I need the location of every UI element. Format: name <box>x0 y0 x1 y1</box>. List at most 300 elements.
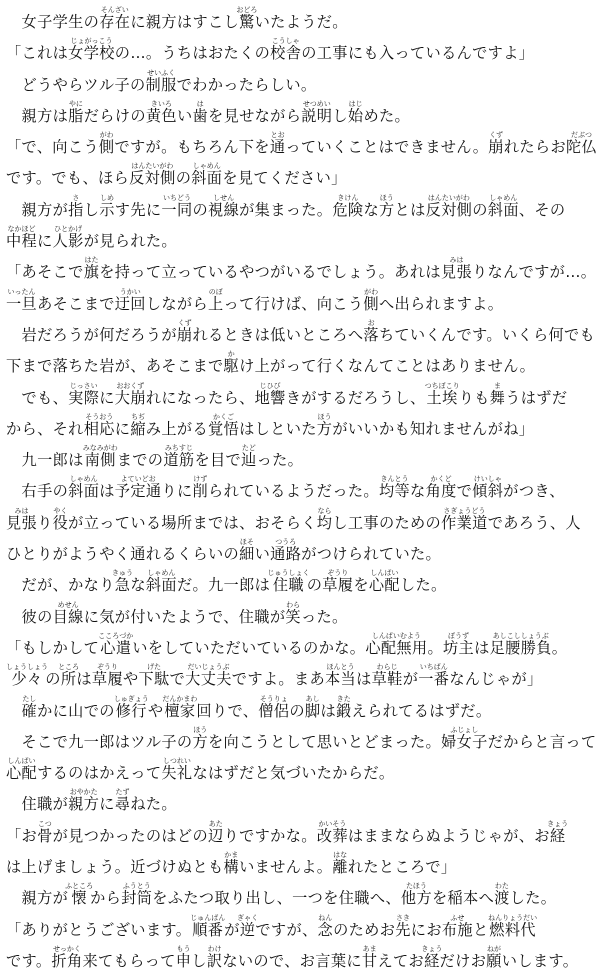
furigana-base-text: 僧侶 <box>258 701 290 720</box>
text-segment: はしといた <box>239 419 317 438</box>
furigana-reading: つちぼこり <box>424 381 460 390</box>
furigana-reading: こつ <box>37 819 53 828</box>
text-segment: までの <box>116 451 164 470</box>
furigana-word <box>83 256 100 282</box>
furigana-base-text: 縮 <box>130 419 146 438</box>
text-segment: を向こうとして思いとどまった。 <box>208 732 442 751</box>
furigana-base-text: 辺 <box>208 826 224 845</box>
furigana-reading: ところ <box>58 663 80 672</box>
text-segment: 。 <box>427 638 444 657</box>
text-segment: られているようだった。 <box>208 482 379 501</box>
furigana-reading: しめ <box>99 193 115 202</box>
furigana-word <box>418 663 450 689</box>
text-segment: の…。うちはおたくの <box>114 44 271 63</box>
furigana-word <box>421 944 443 970</box>
text-segment: きがするだろうし、 <box>285 388 426 407</box>
furigana-reading: いちどう <box>161 193 193 202</box>
text-segment: めた。 <box>363 106 411 125</box>
text-segment: は <box>76 670 92 689</box>
furigana-base-text: 崩 <box>488 138 504 157</box>
furigana-reading: しんぱいむよう <box>365 631 428 640</box>
furigana-word <box>6 757 38 783</box>
text-segment: の工事にも入っているんですよ」 <box>301 44 535 63</box>
furigana-reading: しゅぎょう <box>113 694 149 703</box>
furigana-reading: じっさい <box>68 381 100 390</box>
text-segment: 「で、向こう <box>6 138 99 157</box>
furigana-reading: せつめい <box>301 99 333 108</box>
furigana-base-text: 見張 <box>440 263 472 282</box>
furigana-word <box>223 350 240 376</box>
text-segment: れたところで」 <box>347 858 457 877</box>
text-segment: した。 <box>509 889 557 908</box>
furigana-base-text: 危険 <box>332 200 364 219</box>
furigana-word <box>130 412 146 438</box>
furigana-reading: じひび <box>254 381 286 390</box>
text-segment: がいいかも知れませんがね」 <box>332 419 535 438</box>
text-segment: な <box>410 482 426 501</box>
text-segment: するのはかえって <box>37 764 162 783</box>
furigana-base-text: 斜面 <box>191 169 223 188</box>
furigana-base-text: 道筋 <box>163 451 195 470</box>
furigana-word <box>441 913 473 939</box>
text-line <box>6 538 603 569</box>
text-segment: あそこまで <box>37 294 115 313</box>
furigana-base-text: 脚 <box>304 701 321 720</box>
text-segment: とは <box>394 200 426 219</box>
text-segment: いませんよ。 <box>239 858 333 877</box>
furigana-word <box>91 663 123 689</box>
furigana-base-text: 逆 <box>237 920 259 939</box>
text-segment: を見てください」 <box>222 169 347 188</box>
text-segment: に気が付いたようで、住職が <box>83 607 286 626</box>
furigana-reading: たず <box>114 788 131 797</box>
furigana-reading: こころづか <box>98 631 134 640</box>
furigana-word <box>441 725 488 751</box>
text-segment: み上がる <box>145 419 209 438</box>
furigana-base-text: 反対側 <box>129 169 176 188</box>
furigana-reading: よていどお <box>114 475 162 484</box>
text-segment: いします。 <box>501 951 579 970</box>
text-segment: です。でも、ほら <box>6 169 130 188</box>
text-segment: 回りで、 <box>196 701 259 720</box>
furigana-base-text: 側 <box>363 294 379 313</box>
furigana-base-text: 崩 <box>176 325 193 344</box>
text-segment: 右手の <box>6 482 69 501</box>
text-segment: いたようだ。 <box>254 13 348 31</box>
text-line <box>6 695 603 726</box>
furigana-reading: ぎゃく <box>237 913 259 922</box>
furigana-word <box>114 287 146 313</box>
furigana-word <box>395 913 411 939</box>
furigana-reading: せっかく <box>51 944 83 953</box>
text-segment: りですかな。 <box>223 826 317 845</box>
text-line <box>6 569 603 600</box>
text-segment: かに山での <box>37 701 115 720</box>
furigana-base-text: 相応 <box>83 419 115 438</box>
text-segment: なはずだと気づいたからだ。 <box>192 764 395 783</box>
text-segment: 「あそこで <box>6 263 84 282</box>
furigana-reading: ふじょし <box>441 725 488 734</box>
furigana-reading: わた <box>494 882 510 891</box>
furigana-word <box>316 506 333 532</box>
furigana-reading: はんたいがわ <box>425 193 473 202</box>
text-line <box>6 726 603 757</box>
furigana-word <box>325 663 357 689</box>
text-segment: 九一郎は <box>6 451 84 470</box>
text-segment: は <box>320 701 336 720</box>
text-segment: の <box>45 670 61 689</box>
furigana-word <box>223 851 240 877</box>
furigana-word <box>145 99 177 125</box>
furigana-reading: さき <box>395 913 411 922</box>
furigana-reading: たほう <box>400 882 432 891</box>
text-line <box>6 820 603 851</box>
text-segment: れになったら、 <box>145 388 255 407</box>
furigana-word <box>192 475 209 501</box>
furigana-base-text: 鍛 <box>336 701 352 720</box>
furigana-word <box>52 225 84 251</box>
furigana-reading: わけ <box>206 944 223 953</box>
text-segment: い <box>254 545 271 564</box>
text-segment: 下まで落ちた岩が、あそこまで <box>6 357 224 376</box>
text-segment: だけお <box>439 951 487 970</box>
text-line <box>6 131 603 162</box>
furigana-reading: ま <box>489 381 506 390</box>
furigana-base-text: 斜面 <box>68 482 100 501</box>
furigana-reading: あし <box>304 694 321 703</box>
furigana-reading: か <box>223 350 240 359</box>
text-segment: は <box>474 638 490 657</box>
text-line <box>6 6 603 37</box>
furigana-word <box>332 851 348 877</box>
text-segment: は <box>356 670 372 689</box>
text-line <box>6 69 603 100</box>
furigana-base-text: 斜面 <box>487 200 519 219</box>
furigana-reading: もう <box>175 944 192 953</box>
furigana-base-text: 驚 <box>236 13 258 31</box>
furigana-word <box>6 225 38 251</box>
furigana-reading: めせん <box>52 600 84 609</box>
furigana-word <box>129 162 176 188</box>
furigana-base-text: 懐 <box>65 889 94 908</box>
furigana-base-text: 心配 <box>6 764 38 783</box>
furigana-reading: ねん <box>317 913 334 922</box>
text-segment: だからと言って <box>487 732 597 751</box>
furigana-base-text: 笑 <box>285 607 301 626</box>
furigana-reading: お <box>363 318 379 327</box>
text-segment: えてお <box>377 951 425 970</box>
text-segment: を稲本へ <box>431 889 495 908</box>
text-segment: のためお <box>333 920 396 939</box>
furigana-base-text: 存在 <box>99 13 131 31</box>
furigana-reading: ふところ <box>65 882 94 891</box>
text-segment: す先に <box>114 200 162 219</box>
furigana-base-text: 本当 <box>325 670 357 689</box>
furigana-base-text: 念 <box>317 920 334 939</box>
furigana-base-text: 燃料代 <box>488 920 538 939</box>
text-line <box>6 256 603 287</box>
furigana-word <box>98 131 115 157</box>
furigana-base-text: 地響 <box>254 388 286 407</box>
furigana-word <box>285 600 301 626</box>
furigana-reading: かま <box>223 851 240 860</box>
text-segment: を見せながら <box>208 106 302 125</box>
furigana-base-text: 一旦 <box>6 294 38 313</box>
text-segment: ちていくんです。いくら何でも <box>378 325 596 344</box>
text-segment: ですが。もちろん下を <box>114 138 270 157</box>
text-segment: そこで九一郎はツル子の <box>6 732 193 751</box>
furigana-word <box>113 694 149 720</box>
furigana-reading: こうしゃ <box>270 37 302 46</box>
text-segment: 「お <box>6 826 38 845</box>
furigana-reading: ぞうり <box>322 569 354 578</box>
text-segment: の <box>289 701 305 720</box>
furigana-base-text: 檀家 <box>162 701 198 720</box>
furigana-reading: がわ <box>363 287 379 296</box>
furigana-word <box>270 37 302 63</box>
text-line <box>6 225 603 256</box>
furigana-reading: きょう <box>547 819 569 828</box>
text-segment: うはずだ <box>505 388 568 407</box>
furigana-reading: ねが <box>486 944 502 953</box>
furigana-word <box>267 569 310 595</box>
furigana-base-text: 側 <box>98 138 115 157</box>
text-line <box>6 162 603 193</box>
furigana-word <box>336 694 352 720</box>
furigana-word <box>163 444 195 470</box>
furigana-word <box>52 506 69 532</box>
furigana-base-text: 一番 <box>418 670 450 689</box>
furigana-base-text: 均等 <box>378 482 411 501</box>
furigana-word <box>322 569 354 595</box>
furigana-reading: そうおう <box>83 412 115 421</box>
text-segment: から、それ <box>6 419 84 438</box>
text-segment: や <box>122 670 139 689</box>
furigana-word <box>487 193 519 219</box>
text-segment: 住職が <box>6 795 69 814</box>
text-segment: っていくことはできません。 <box>285 138 489 157</box>
text-segment: を目で <box>194 451 242 470</box>
furigana-base-text: 他方 <box>400 889 432 908</box>
furigana-word <box>371 663 403 689</box>
furigana-reading: きた <box>336 694 352 703</box>
furigana-word <box>145 569 177 595</box>
furigana-word <box>161 757 193 783</box>
text-segment: 親方は <box>6 106 69 125</box>
furigana-reading: おやかた <box>68 788 100 797</box>
text-segment: 岩だろうが何だろうが <box>6 325 177 344</box>
furigana-reading: はんたいがわ <box>129 162 176 171</box>
text-segment: ですよ。まあ <box>231 670 326 689</box>
furigana-base-text: 経 <box>421 951 443 970</box>
furigana-reading: ほんとう <box>325 663 357 672</box>
furigana-base-text: 草履 <box>91 670 123 689</box>
furigana-reading: ふうとう <box>121 882 153 891</box>
text-segment: が <box>402 670 419 689</box>
furigana-reading: かくご <box>208 412 240 421</box>
text-segment: 親方が <box>6 200 69 219</box>
text-line <box>6 382 603 413</box>
furigana-reading: くず <box>488 131 504 140</box>
furigana-base-text: 落 <box>363 325 379 344</box>
text-line <box>6 100 603 131</box>
furigana-word <box>472 475 504 501</box>
furigana-word <box>51 944 83 970</box>
furigana-reading: そうりょ <box>258 694 290 703</box>
furigana-base-text: 住職 <box>267 576 310 595</box>
furigana-word <box>440 256 472 282</box>
furigana-base-text: 骨 <box>37 826 53 845</box>
furigana-base-text: 上 <box>208 294 224 313</box>
furigana-word <box>138 663 170 689</box>
furigana-reading: みは <box>440 256 472 265</box>
furigana-word <box>68 193 84 219</box>
furigana-reading: だいじょうぶ <box>185 663 232 672</box>
furigana-word <box>441 506 488 532</box>
furigana-reading: いちばん <box>418 663 450 672</box>
text-segment: ひとりがようやく通れるくらいの <box>6 545 240 564</box>
furigana-word <box>494 882 510 908</box>
furigana-base-text: 一同 <box>161 200 193 219</box>
furigana-word <box>317 913 334 939</box>
furigana-word <box>236 6 258 31</box>
furigana-base-text: 見張 <box>6 513 38 532</box>
furigana-base-text: 校舎 <box>270 44 302 63</box>
furigana-base-text: 草鞋 <box>371 670 403 689</box>
furigana-base-text: 駆 <box>223 357 240 376</box>
furigana-base-text: 辿 <box>241 451 257 470</box>
furigana-base-text: 尋 <box>114 795 131 814</box>
furigana-reading: さぎょうどう <box>441 506 488 515</box>
furigana-base-text: 覚悟 <box>208 419 240 438</box>
furigana-base-text: 下駄 <box>138 670 170 689</box>
furigana-word <box>68 475 100 501</box>
furigana-base-text: 訳 <box>206 951 223 970</box>
furigana-reading: しょうしょう <box>6 663 48 672</box>
furigana-word <box>488 131 504 157</box>
furigana-base-text: 大崩 <box>114 388 146 407</box>
furigana-base-text: 改葬 <box>316 826 348 845</box>
furigana-reading: じゅうしょく <box>267 569 310 578</box>
text-segment: 、その <box>518 200 566 219</box>
text-segment: 「これは <box>6 44 69 63</box>
text-segment: で <box>169 670 186 689</box>
furigana-word <box>368 569 400 595</box>
text-segment: なんじゃが」 <box>449 670 543 689</box>
text-segment: は <box>99 482 115 501</box>
furigana-word <box>175 944 192 970</box>
furigana-word <box>489 381 506 407</box>
furigana-word <box>99 193 115 219</box>
text-line <box>6 788 603 819</box>
furigana-reading: がわ <box>98 131 115 140</box>
furigana-base-text: 歯 <box>192 106 209 125</box>
text-segment: であろう、人 <box>487 513 581 532</box>
furigana-reading: たし <box>21 694 38 703</box>
furigana-reading: はた <box>83 256 100 265</box>
furigana-word <box>425 475 457 501</box>
furigana-base-text: 反対側 <box>425 200 473 219</box>
furigana-word <box>82 444 118 470</box>
furigana-base-text: 少々 <box>6 670 48 689</box>
furigana-word <box>347 99 364 125</box>
furigana-reading: じょがっこう <box>68 37 115 46</box>
furigana-reading: わら <box>285 600 301 609</box>
text-line <box>6 288 603 319</box>
text-segment: れたらお <box>503 138 566 157</box>
furigana-base-text: 南側 <box>82 451 118 470</box>
furigana-reading: あしこししょうぶ <box>489 631 552 640</box>
furigana-base-text: 通 <box>269 138 286 157</box>
furigana-base-text: 指 <box>68 200 84 219</box>
furigana-word <box>258 694 290 720</box>
furigana-word <box>190 913 226 939</box>
furigana-word <box>114 381 146 407</box>
furigana-word <box>98 631 134 657</box>
text-segment: に <box>37 232 53 251</box>
text-segment: ねた。 <box>130 795 177 814</box>
furigana-word <box>301 99 333 125</box>
furigana-base-text: 制服 <box>145 75 177 94</box>
text-segment: だらけの <box>83 106 146 125</box>
furigana-base-text: 土埃 <box>424 388 460 407</box>
text-segment: な <box>363 200 379 219</box>
furigana-base-text: 順番 <box>190 920 226 939</box>
furigana-reading: きゅう <box>112 569 134 578</box>
furigana-word <box>6 287 38 313</box>
text-segment: りなんですが…。 <box>472 263 597 282</box>
text-segment: りに <box>161 482 193 501</box>
furigana-word <box>206 944 223 970</box>
furigana-base-text: 角度 <box>425 482 457 501</box>
furigana-base-text: 役 <box>52 513 69 532</box>
furigana-reading: おどろ <box>236 6 258 14</box>
furigana-reading: しせん <box>208 193 240 202</box>
text-segment: に親方はすこし <box>130 13 240 31</box>
furigana-word <box>208 193 240 219</box>
furigana-reading: しゃめん <box>191 162 223 171</box>
text-segment: が集まった。 <box>239 200 333 219</box>
furigana-reading: ひとかげ <box>52 225 84 234</box>
text-line <box>6 851 603 882</box>
furigana-reading: は <box>192 99 209 108</box>
furigana-base-text: 失礼 <box>161 764 193 783</box>
furigana-base-text: 斜面 <box>145 576 177 595</box>
text-segment: し <box>332 106 348 125</box>
furigana-word <box>52 600 84 626</box>
furigana-word <box>254 381 286 407</box>
text-segment: だが、かなり <box>6 576 115 595</box>
furigana-reading: さ <box>68 193 84 202</box>
furigana-base-text: 修行 <box>113 701 149 720</box>
furigana-reading: はじ <box>347 99 364 108</box>
text-segment: り <box>37 513 53 532</box>
furigana-reading: たど <box>241 444 257 453</box>
furigana-base-text: 視線 <box>208 200 240 219</box>
furigana-base-text: 確 <box>21 701 38 720</box>
text-segment: け上がって行くなんてことはありません。 <box>239 357 536 376</box>
text-segment: の <box>472 200 488 219</box>
furigana-word <box>363 318 379 344</box>
text-line <box>6 507 603 538</box>
furigana-word <box>112 569 134 595</box>
furigana-word <box>162 694 198 720</box>
furigana-word <box>241 444 257 470</box>
furigana-reading: みちすじ <box>163 444 195 453</box>
furigana-word <box>270 538 302 564</box>
furigana-word <box>400 882 432 908</box>
furigana-word <box>361 944 378 970</box>
